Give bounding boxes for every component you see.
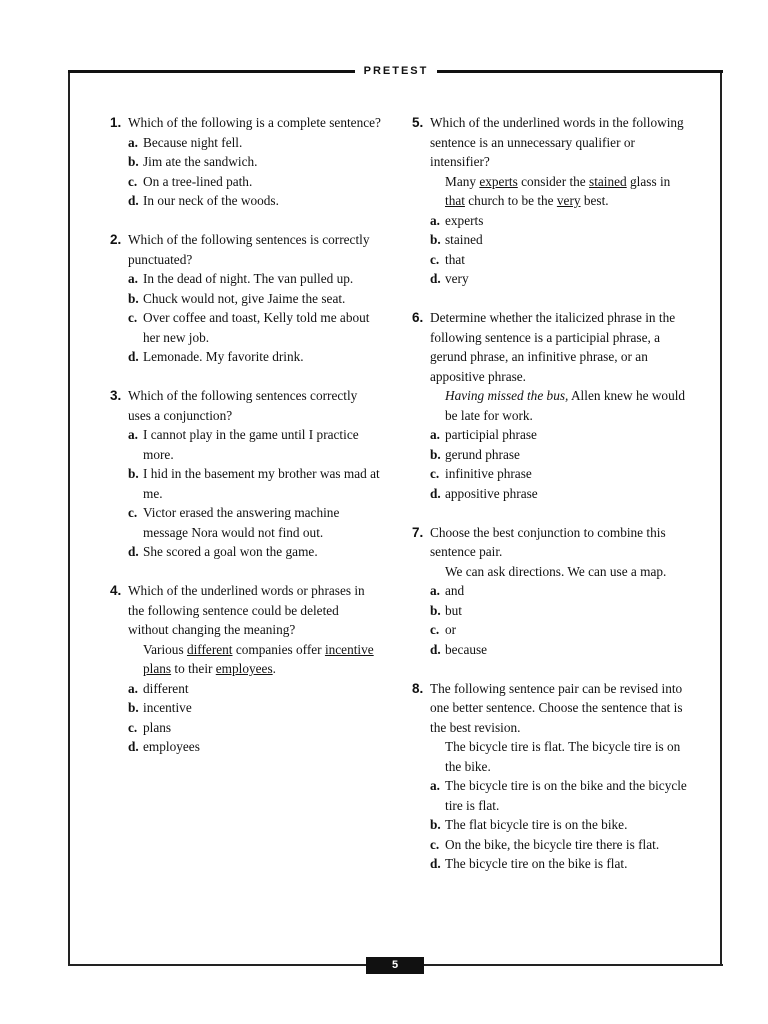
question-4: [110, 581, 382, 757]
answer-option-b[interactable]: b. Jim ate the sandwich.: [128, 154, 258, 169]
question-prompt: Which of the underlined words in the following sentence is an unnecessary qualifier or intensifier?: [430, 115, 684, 169]
answer-option-c[interactable]: c. plans: [128, 719, 172, 735]
question-5: [412, 113, 688, 289]
question-prompt: Which of the following sentences is correctly punctuated?: [128, 232, 370, 267]
question-number: 7.: [412, 524, 424, 540]
answer-option-a[interactable]: a. The bicycle tire is on the bike and the bicycle tire is flat.: [430, 778, 687, 813]
underlined-word: very: [556, 193, 581, 208]
answer-option-d[interactable]: d. because: [430, 641, 488, 657]
underlined-word: stained: [589, 173, 627, 189]
underlined-word: experts: [479, 173, 518, 189]
underlined-word: incentive plans: [143, 641, 374, 676]
question-number: 3.: [110, 388, 122, 403]
answer-option-d[interactable]: d. She scored a goal won the game.: [128, 544, 318, 559]
example-sentence: The bicycle tire is flat. The bicycle tire is on the bike.: [445, 739, 681, 774]
question-prompt: The following sentence pair can be revised into one better sentence. Choose the sentence that is the best revision.: [430, 680, 683, 735]
answer-option-c[interactable]: c. or: [430, 622, 457, 637]
question-7: [412, 523, 688, 660]
example-sentence: Various different companies offer incentive plans to their employees.: [143, 641, 374, 676]
answer-option-a[interactable]: a. experts: [430, 212, 484, 228]
answer-option-a[interactable]: a. participial phrase: [430, 427, 537, 442]
answer-option-b[interactable]: b. but: [430, 602, 462, 618]
right-column: [412, 113, 688, 893]
answer-option-c[interactable]: c. On a tree-lined path.: [128, 173, 253, 189]
left-column: [110, 113, 382, 776]
question-number: 8.: [412, 680, 424, 696]
answer-option-a[interactable]: a. and: [430, 583, 465, 598]
question-number: 6.: [412, 310, 424, 325]
question-6: [412, 308, 688, 503]
answer-option-a[interactable]: a. In the dead of night. The van pulled up.: [128, 271, 354, 286]
question-1: [110, 113, 382, 211]
page-number: 5: [366, 957, 424, 974]
italicized-phrase: Having missed the bus,: [445, 388, 569, 403]
question-8: [412, 679, 688, 874]
example-sentence: We can ask directions. We can use a map.: [445, 563, 667, 579]
example-sentence: Many experts consider the stained glass in that church to be the very best.: [445, 173, 671, 208]
answer-option-c[interactable]: c. infinitive phrase: [430, 466, 532, 481]
answer-option-a[interactable]: a. I cannot play in the game until I practice more.: [128, 427, 359, 462]
question-prompt: Which of the underlined words or phrases in the following sentence could be deleted without changing the meaning?: [128, 583, 365, 637]
answer-option-d[interactable]: d. The bicycle tire on the bike is flat.: [430, 856, 628, 871]
question-prompt: Which of the following sentences correctly uses a conjunction?: [128, 388, 358, 423]
question-prompt: Determine whether the italicized phrase in the following sentence is a participial phrase, a gerund phrase, an infinitive phrase, or an appositive phrase.: [430, 310, 676, 384]
answer-option-c[interactable]: c. On the bike, the bicycle tire there is flat.: [430, 836, 660, 852]
question-number: 2.: [110, 232, 122, 247]
question-2: [110, 230, 382, 367]
answer-option-c[interactable]: c. Over coffee and toast, Kelly told me about her new job.: [128, 310, 370, 345]
example-sentence: Having missed the bus, Allen knew he would be late for work.: [445, 388, 686, 423]
question-prompt: Choose the best conjunction to combine this sentence pair.: [430, 524, 666, 559]
answer-option-d[interactable]: d. employees: [128, 739, 200, 754]
underlined-word: employees: [215, 661, 273, 676]
answer-option-b[interactable]: b. The flat bicycle tire is on the bike.: [430, 817, 628, 832]
underlined-word: that: [445, 193, 465, 208]
answer-option-b[interactable]: b. gerund phrase: [430, 446, 520, 462]
answer-option-d[interactable]: d. very: [430, 271, 469, 286]
question-number: 1.: [110, 115, 122, 130]
answer-option-a[interactable]: a. Because night fell.: [128, 134, 243, 150]
question-number: 5.: [412, 115, 424, 130]
answer-option-b[interactable]: b. incentive: [128, 700, 192, 715]
answer-option-c[interactable]: c. Victor erased the answering machine message Nora would not find out.: [128, 505, 340, 540]
answer-option-b[interactable]: b. I hid in the basement my brother was mad at me.: [128, 466, 380, 501]
answer-option-b[interactable]: b. Chuck would not, give Jaime the seat.: [128, 290, 346, 306]
question-number: 4.: [110, 583, 122, 598]
answer-option-d[interactable]: d. Lemonade. My favorite drink.: [128, 349, 304, 364]
answer-option-a[interactable]: a. different: [128, 680, 189, 696]
answer-option-c[interactable]: c. that: [430, 251, 465, 267]
answer-option-d[interactable]: d. In our neck of the woods.: [128, 193, 279, 208]
answer-option-d[interactable]: d. appositive phrase: [430, 485, 538, 501]
underlined-word: different: [186, 641, 233, 657]
answer-option-b[interactable]: b. stained: [430, 232, 483, 247]
question-3: [110, 386, 382, 562]
question-prompt: Which of the following is a complete sentence?: [128, 115, 381, 130]
page-header-title: PRETEST: [355, 63, 437, 79]
